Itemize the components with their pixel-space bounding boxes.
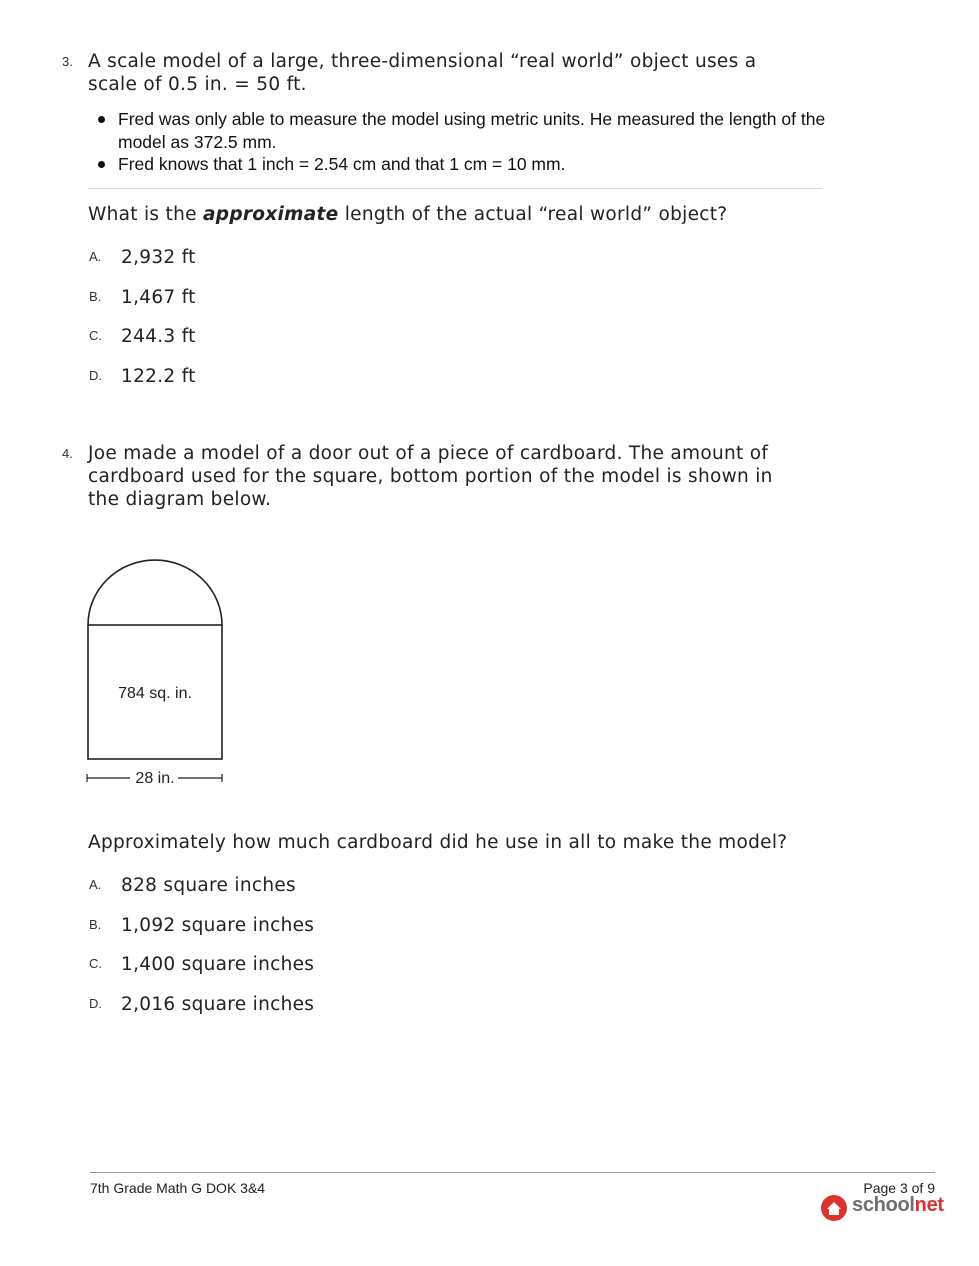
question-3-prompt-emphasis: approximate [203, 204, 339, 225]
question-3-prompt [88, 203, 727, 226]
option-text: 1,467 ft [121, 287, 196, 308]
option-letter: C. [89, 328, 102, 343]
question-3-prompt-start: What is the [88, 204, 203, 225]
page-number: Page 3 of 9 [863, 1180, 935, 1196]
question-4-stem-line1: Joe made a model of a door out of a piece of cardboard. The amount of [88, 443, 769, 464]
option-text: 2,016 square inches [121, 994, 315, 1015]
question-3-number: 3. [62, 54, 73, 69]
footer-divider [90, 1172, 935, 1173]
question-4-prompt: Approximately how much cardboard did he use in all to make the model? [88, 832, 788, 853]
option-text: 828 square inches [121, 875, 296, 896]
logo-wordmark [852, 1194, 944, 1217]
option-text: 1,400 square inches [121, 954, 315, 975]
option-text: 1,092 square inches [121, 915, 315, 936]
option-letter: C. [89, 956, 102, 971]
question-3-stem [88, 50, 756, 96]
question-3-bullet: Fred was only able to measure the model using metric units. He measured the length of the model as 372.5 mm. [92, 108, 832, 153]
footer-title: 7th Grade Math G DOK 3&4 [90, 1180, 266, 1196]
question-3-bullet-list [92, 108, 832, 176]
option-text: 2,932 ft [121, 247, 196, 268]
option-letter: D. [89, 996, 102, 1011]
option-letter: A. [89, 877, 102, 892]
question-3-stem-line2: scale of 0.5 in. = 50 ft. [88, 74, 307, 95]
question-4-stem-line3: the diagram below. [88, 489, 272, 510]
option-letter: B. [89, 917, 102, 932]
door-diagram [80, 552, 240, 792]
area-label: 784 sq. in. [118, 685, 192, 702]
logo-word-school: school [852, 1194, 915, 1216]
question-3-stem-line1: A scale model of a large, three-dimensional “real world” object uses a [88, 51, 757, 72]
question-4-stem-line2: cardboard used for the square, bottom portion of the model is shown in [88, 466, 773, 487]
logo-word-net: net [914, 1194, 944, 1216]
option-letter: D. [89, 368, 102, 383]
question-3-prompt-end: length of the actual “real world” object? [338, 204, 728, 225]
option-text: 122.2 ft [121, 366, 196, 387]
schoolnet-logo [820, 1194, 944, 1222]
question-3-bullet: Fred knows that 1 inch = 2.54 cm and that 1 cm = 10 mm. [92, 153, 832, 176]
option-letter: A. [89, 249, 102, 264]
option-letter: B. [89, 289, 102, 304]
section-divider [88, 188, 822, 189]
question-4-stem [88, 442, 773, 511]
option-text: 244.3 ft [121, 326, 196, 347]
semicircle-top [88, 560, 222, 625]
width-label: 28 in. [135, 770, 175, 787]
schoolnet-house-icon [820, 1194, 848, 1222]
question-4-number: 4. [62, 446, 73, 461]
